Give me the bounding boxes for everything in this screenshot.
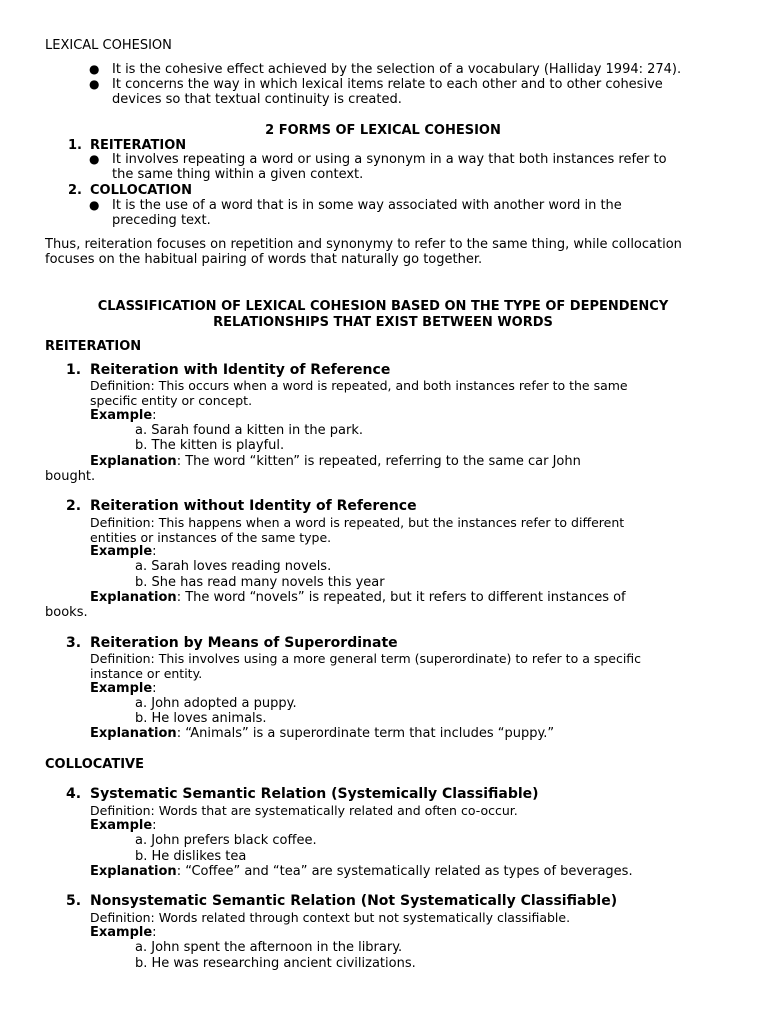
- intro-bullet-1: It is the cohesive effect achieved by the selection of a vocabulary (Halliday 1994: 274).: [112, 62, 682, 77]
- item-2-example-label: Example:: [90, 544, 157, 559]
- intro-bullet-2-line-2: devices so that textual continuity is created.: [112, 92, 402, 107]
- classification-heading-line-1: CLASSIFICATION OF LEXICAL COHESION BASED ON THE TYPE OF DEPENDENCY: [97, 299, 669, 314]
- item-1-definition-line-2: specific entity or concept.: [90, 393, 253, 408]
- item-1-title: Reiteration with Identity of Reference: [90, 362, 391, 378]
- item-2-number: 2.: [66, 498, 82, 514]
- classification-heading-line-2: RELATIONSHIPS THAT EXIST BETWEEN WORDS: [213, 315, 553, 330]
- bullet-icon: ●: [89, 152, 100, 166]
- item-5-number: 5.: [66, 893, 82, 909]
- item-1-definition-line-1: Definition: This occurs when a word is repeated, and both instances refer to the same: [90, 378, 628, 393]
- form-2-number: 2.: [68, 183, 82, 198]
- explanation-label: Explanation: [90, 864, 177, 879]
- item-4-example-a: a. John prefers black coffee.: [135, 833, 317, 848]
- item-2-title: Reiteration without Identity of Reference: [90, 498, 417, 514]
- bullet-icon: ●: [89, 77, 100, 91]
- intro-bullet-2-line-1: It concerns the way in which lexical items relate to each other and to other cohesive: [112, 77, 663, 92]
- item-3-explanation-line-1: Explanation: “Animals” is a superordinate term that includes “puppy.”: [90, 726, 555, 741]
- definition-label: Definition: [90, 378, 151, 393]
- item-2-definition-line-2: entities or instances of the same type.: [90, 530, 332, 545]
- item-4-title: Systematic Semantic Relation (Systemically Classifiable): [90, 786, 539, 802]
- reiteration-section-heading: REITERATION: [45, 339, 142, 354]
- item-5-example-b: b. He was researching ancient civilizations.: [135, 956, 416, 971]
- summary-line-1: Thus, reiteration focuses on repetition and synonymy to refer to the same thing, while collocation: [45, 237, 682, 252]
- definition-label: Definition: [90, 910, 151, 925]
- item-3-title: Reiteration by Means of Superordinate: [90, 635, 398, 651]
- bullet-icon: ●: [89, 198, 100, 212]
- item-3-definition-line-1: Definition: This involves using a more general term (superordinate) to refer to a specific: [90, 651, 642, 666]
- item-4-example-label: Example:: [90, 818, 157, 833]
- item-3-example-label: Example:: [90, 681, 157, 696]
- item-5-example-a: a. John spent the afternoon in the library.: [135, 940, 403, 955]
- definition-label: Definition: [90, 803, 151, 818]
- item-1-example-label: Example:: [90, 408, 157, 423]
- definition-label: Definition: [90, 515, 151, 530]
- item-4-explanation-line-1: Explanation: “Coffee” and “tea” are systematically related as types of beverages.: [90, 864, 633, 879]
- explanation-label: Explanation: [90, 454, 177, 469]
- item-1-explanation-line-2: bought.: [45, 469, 96, 484]
- item-1-explanation-line-1: Explanation: The word “kitten” is repeated, referring to the same car John: [90, 454, 581, 469]
- form-1-number: 1.: [68, 138, 82, 153]
- document-title: LEXICAL COHESION: [45, 38, 172, 53]
- form-1-title: REITERATION: [90, 138, 187, 153]
- item-2-explanation-line-1: Explanation: The word “novels” is repeated, but it refers to different instances of: [90, 590, 626, 605]
- item-3-example-a: a. John adopted a puppy.: [135, 696, 297, 711]
- form-2-title: COLLOCATION: [90, 183, 192, 198]
- item-2-explanation-line-2: books.: [45, 605, 88, 620]
- item-3-definition-line-2: instance or entity.: [90, 666, 203, 681]
- item-2-definition-line-1: Definition: This happens when a word is repeated, but the instances refer to different: [90, 515, 625, 530]
- definition-label: Definition: [90, 651, 151, 666]
- item-5-example-label: Example:: [90, 925, 157, 940]
- item-3-example-b: b. He loves animals.: [135, 711, 267, 726]
- form-1-desc-line-2: the same thing within a given context.: [112, 167, 364, 182]
- item-5-definition-line-1: Definition: Words related through context but not systematically classifiable.: [90, 910, 571, 925]
- form-2-desc-line-2: preceding text.: [112, 213, 211, 228]
- explanation-label: Explanation: [90, 590, 177, 605]
- form-2-desc-line-1: It is the use of a word that is in some way associated with another word in the: [112, 198, 622, 213]
- item-1-example-b: b. The kitten is playful.: [135, 438, 285, 453]
- summary-line-2: focuses on the habitual pairing of words that naturally go together.: [45, 252, 483, 267]
- explanation-label: Explanation: [90, 726, 177, 741]
- form-1-desc-line-1: It involves repeating a word or using a synonym in a way that both instances refer to: [112, 152, 667, 167]
- collocative-section-heading: COLLOCATIVE: [45, 757, 144, 772]
- item-5-title: Nonsystematic Semantic Relation (Not Systematically Classifiable): [90, 893, 618, 909]
- forms-heading: 2 FORMS OF LEXICAL COHESION: [265, 123, 501, 138]
- item-1-example-a: a. Sarah found a kitten in the park.: [135, 423, 364, 438]
- item-3-number: 3.: [66, 635, 82, 651]
- item-2-example-b: b. She has read many novels this year: [135, 575, 385, 590]
- item-4-definition-line-1: Definition: Words that are systematically related and often co-occur.: [90, 803, 518, 818]
- item-4-number: 4.: [66, 786, 82, 802]
- item-4-example-b: b. He dislikes tea: [135, 849, 247, 864]
- item-2-example-a: a. Sarah loves reading novels.: [135, 559, 332, 574]
- bullet-icon: ●: [89, 62, 100, 76]
- item-1-number: 1.: [66, 362, 82, 378]
